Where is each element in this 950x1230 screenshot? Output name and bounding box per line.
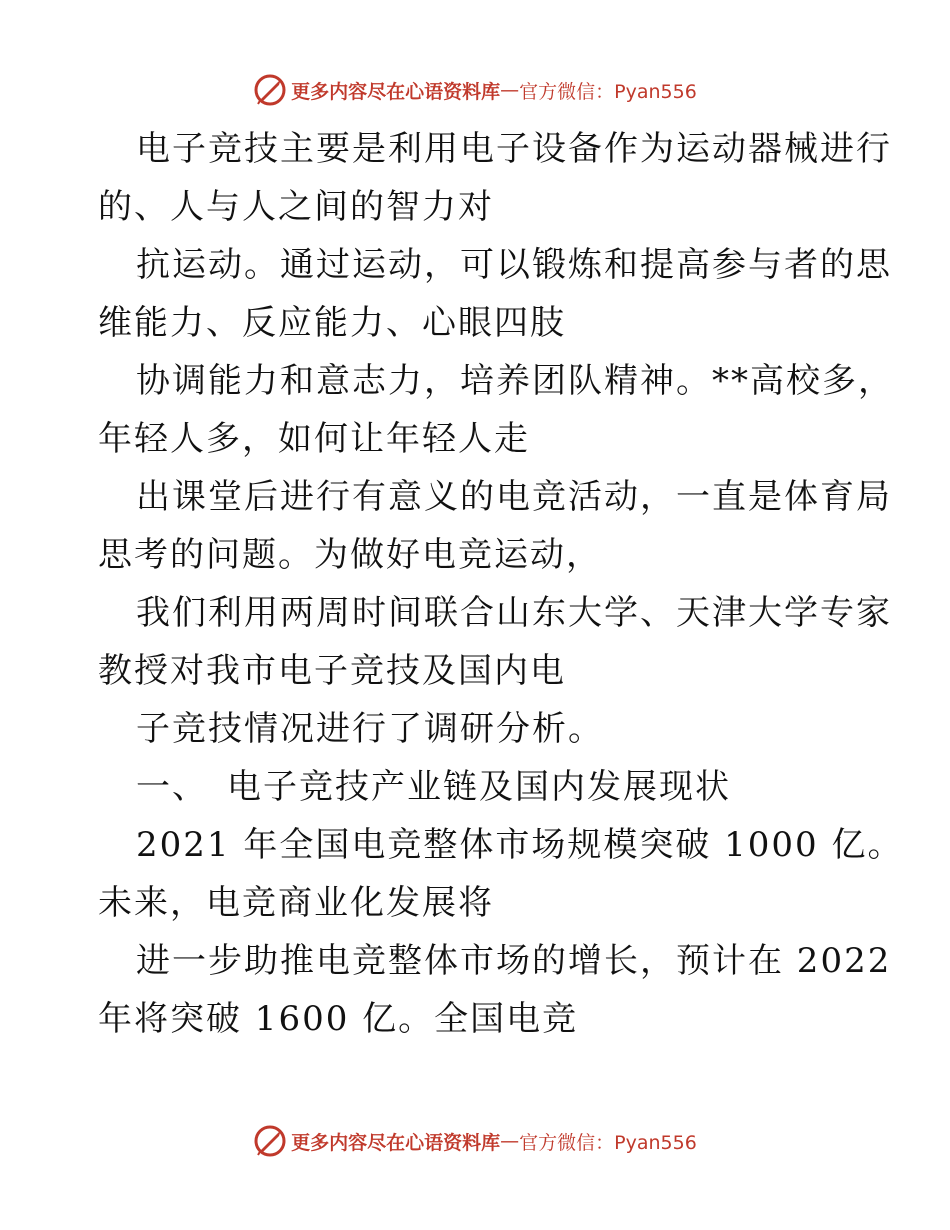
text-line: 的、人与人之间的智力对 <box>98 187 494 227</box>
header-wechat-text: 官方微信：Pyan556 <box>519 80 697 103</box>
text-line: 教授对我市电子竞技及国内电 <box>98 651 566 691</box>
text-line: 未来，电竞商业化发展将 <box>98 883 494 923</box>
text-line: 我们利用两周时间联合山东大学、天津大学专家 <box>136 593 892 633</box>
quill-pen-logo-icon <box>253 1124 287 1158</box>
footer-separator: — <box>500 1130 520 1152</box>
text-line: 出课堂后进行有意义的电竞活动，一直是体育局 <box>136 477 892 517</box>
text-line: 维能力、反应能力、心眼四肢 <box>98 303 566 343</box>
text-line: 进一步助推电竞整体市场的增长，预计在 2022 <box>136 941 892 981</box>
text-line: 年将突破 1600 亿。全国电竞 <box>98 999 579 1039</box>
header-banner <box>0 70 950 110</box>
footer-wechat-text: 官方微信：Pyan556 <box>519 1131 697 1154</box>
footer-banner <box>0 1121 950 1161</box>
header-brand-text: 更多内容尽在心语资料库 <box>291 80 501 103</box>
footer-brand-text: 更多内容尽在心语资料库 <box>291 1131 501 1154</box>
text-line: 思考的问题。为做好电竞运动， <box>98 535 602 575</box>
text-line: 子竞技情况进行了调研分析。 <box>136 709 604 749</box>
text-line: 协调能力和意志力，培养团队精神。**高校多， <box>136 361 894 401</box>
text-line: 电子竞技主要是利用电子设备作为运动器械进行 <box>136 129 892 169</box>
quill-pen-logo-icon <box>253 73 287 107</box>
document-body <box>98 120 904 1048</box>
section-heading: 一、 电子竞技产业链及国内发展现状 <box>136 767 731 807</box>
text-line: 2021 年全国电竞整体市场规模突破 1000 亿。 <box>136 825 904 865</box>
text-line: 抗运动。通过运动，可以锻炼和提高参与者的思 <box>136 245 892 285</box>
text-line: 年轻人多，如何让年轻人走 <box>98 419 530 459</box>
header-separator: — <box>500 79 520 101</box>
